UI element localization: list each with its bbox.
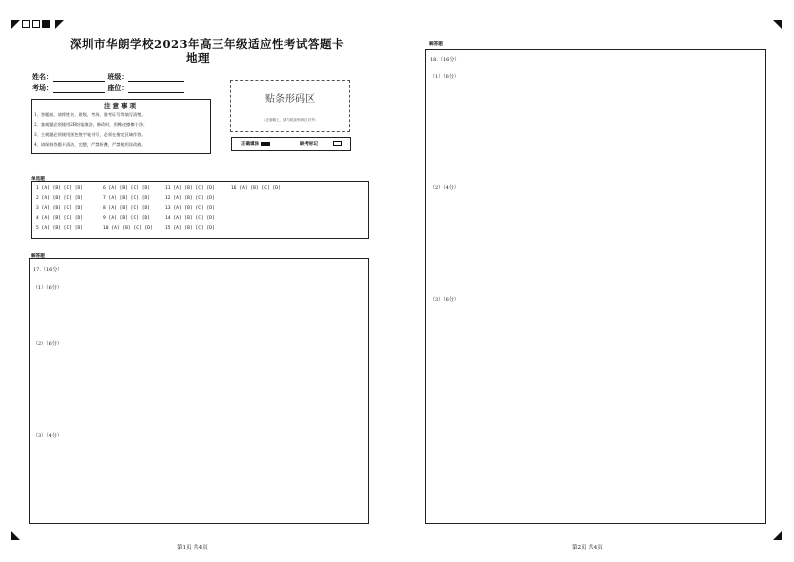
mcq-question-8[interactable] [103,206,150,211]
seat-label: 座位： [107,83,129,92]
mcq-question-4[interactable] [36,216,83,221]
exam-room-label: 考场： [32,83,53,92]
mcq-options[interactable]: [A] [B] [C] [D] [108,186,151,191]
q18-heading: 18.（16分） [430,57,460,63]
corner-marker-top-left [11,20,20,29]
mcq-question-number: 13 [165,206,174,211]
correct-fill-label: 正确填涂 [241,142,259,147]
mcq-section-label: 单选题 [31,177,45,182]
mcq-question-14[interactable] [165,216,215,221]
q18-part3: （3）（6分） [430,297,459,303]
mcq-question-number: 3 [36,206,42,211]
mcq-question-number: 1 [36,186,42,191]
note-item: 1、答题前，请将姓名、班级、考场、准考证号等填写清楚。 [34,112,146,117]
q17-part3: （3）（4分） [33,433,62,439]
mcq-options[interactable]: [A] [B] [C] [D] [173,196,215,201]
mcq-question-2[interactable] [36,196,83,201]
marker-square-filled [42,20,50,28]
subject-title: 地理 [186,51,210,65]
mcq-question-6[interactable] [103,186,150,191]
mcq-options[interactable]: [A] [B] [C] [D] [108,196,151,201]
mcq-options[interactable]: [A] [B] [C] [D] [173,226,215,231]
note-item: 3、主观题必须使用黑色签字笔书写，必须在指定区域作答。 [34,132,146,137]
mcq-options[interactable]: [A] [B] [C] [D] [41,196,84,201]
mcq-question-number: 14 [165,216,174,221]
mcq-options[interactable]: [A] [B] [C] [D] [108,216,151,221]
absent-label: 缺考标记 [300,142,318,147]
corner-marker-top-right [773,20,782,29]
mcq-question-5[interactable] [36,226,83,231]
mcq-options[interactable]: [A] [B] [C] [D] [41,206,84,211]
class-label: 班级： [107,72,129,81]
mcq-question-9[interactable] [103,216,150,221]
mcq-question-number: 8 [103,206,109,211]
note-item: 4、请保持答题卡清洁，完整，严禁折叠，严禁使用涂改液。 [34,142,146,147]
mcq-options[interactable]: [A] [B] [C] [D] [41,226,84,231]
correct-fill-mark [261,142,270,146]
mcq-question-number: 6 [103,186,109,191]
corner-marker-bottom-right [773,531,782,540]
name-row [32,72,184,82]
q18-part1: （1）（6分） [430,74,459,80]
mcq-question-number: 10 [103,226,112,231]
mcq-question-15[interactable] [165,226,215,231]
mcq-question-11[interactable] [165,186,215,191]
mcq-options[interactable]: [A] [B] [C] [D] [41,186,84,191]
seat-field[interactable] [128,84,184,93]
class-field[interactable] [128,73,184,82]
notes-box [31,99,211,154]
mcq-question-number: 2 [36,196,42,201]
notes-title: 注意事项 [104,102,138,110]
answer-box-p1[interactable] [29,258,369,524]
corner-marker-top-left-2 [55,20,64,29]
mcq-question-number: 15 [165,226,174,231]
mcq-options[interactable]: [A] [B] [C] [D] [173,206,215,211]
legend-box [231,137,351,151]
footer-page1: 第1页 共4页 [177,545,208,551]
q17-part1: （1）（6分） [33,285,62,291]
name-field[interactable] [53,73,105,82]
q18-part2: （2）（4分） [430,185,459,191]
q17-heading: 17.（16分） [33,267,63,273]
mcq-question-number: 12 [165,196,174,201]
footer-page2: 第2页 共4页 [572,545,603,551]
room-row [32,83,184,93]
marker-square-1 [22,20,30,28]
barcode-area [230,80,350,132]
corner-marker-bottom-left [11,531,20,540]
notes-list [32,110,210,150]
mcq-options[interactable]: [A] [B] [C] [D] [173,186,215,191]
marker-square-2 [32,20,40,28]
answer-section-label-p1: 解答题 [31,254,45,259]
mcq-question-13[interactable] [165,206,215,211]
barcode-label: 贴条形码区 [265,94,315,105]
mcq-question-10[interactable] [103,226,153,231]
mcq-question-number: 7 [103,196,109,201]
answer-section-label-p2: 解答题 [429,42,443,47]
mcq-question-16[interactable] [231,186,281,191]
absent-mark-box[interactable] [333,141,342,146]
mcq-options[interactable]: [A] [B] [C] [D] [239,186,281,191]
q17-part2: （2）（6分） [33,341,62,347]
mcq-question-number: 5 [36,226,42,231]
mcq-options[interactable]: [A] [B] [C] [D] [173,216,215,221]
mcq-question-number: 4 [36,216,42,221]
mcq-question-1[interactable] [36,186,83,191]
answer-box-p2[interactable] [425,49,766,524]
mcq-question-3[interactable] [36,206,83,211]
mcq-question-number: 16 [231,186,240,191]
mcq-question-number: 9 [103,216,109,221]
exam-title: 深圳市华朗学校2023年高三年级适应性考试答题卡 [70,37,345,51]
mcq-options[interactable]: [A] [B] [C] [D] [111,226,153,231]
mcq-question-number: 11 [165,186,174,191]
mcq-options[interactable]: [A] [B] [C] [D] [41,216,84,221]
mcq-question-7[interactable] [103,196,150,201]
mcq-question-12[interactable] [165,196,215,201]
name-label: 姓名： [32,72,53,81]
barcode-hint: （正面朝上，请与贴条形码区对齐） [262,118,318,122]
exam-room-field[interactable] [53,84,105,93]
mcq-options[interactable]: [A] [B] [C] [D] [108,206,151,211]
note-item: 2、客观题必须使用2B铅笔填涂，修改时，用橡皮擦擦干净。 [34,122,148,127]
